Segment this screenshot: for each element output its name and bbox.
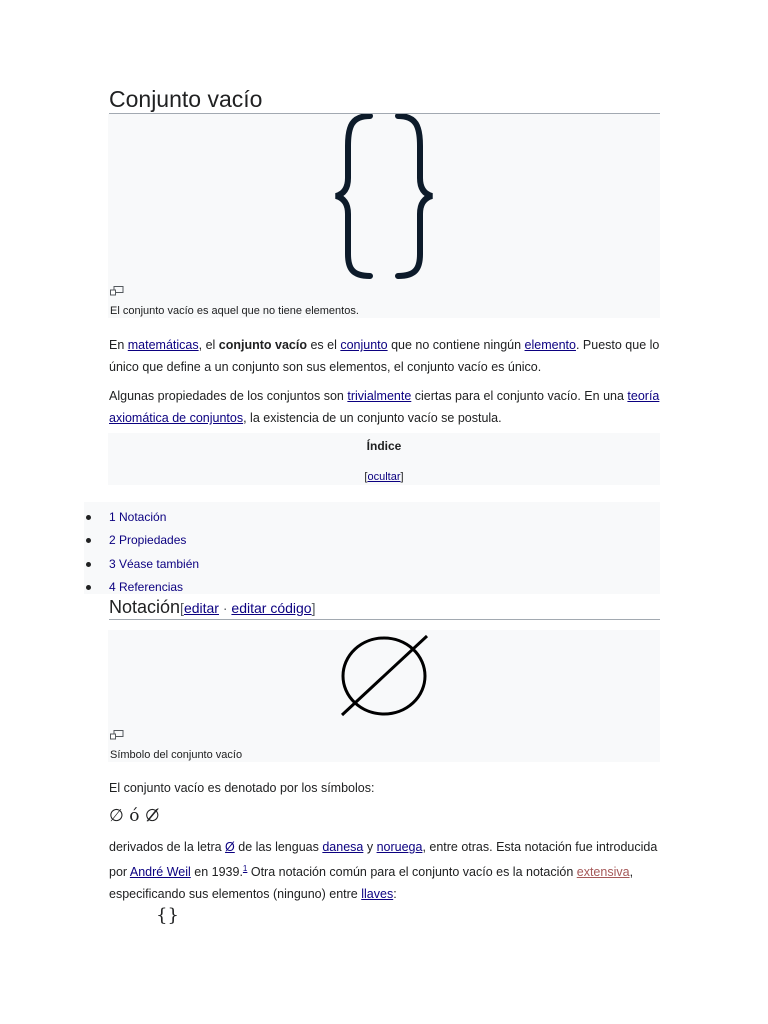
- enlarge-icon[interactable]: [110, 286, 124, 296]
- toc-item-referencias[interactable]: 4 Referencias: [109, 580, 184, 594]
- bold-term: conjunto vacío: [218, 338, 307, 352]
- link-extensiva[interactable]: extensiva: [576, 865, 630, 880]
- page-title: Conjunto vacío: [109, 84, 660, 114]
- intro-paragraph-2: Algunas propiedades de los conjuntos son trivialmente ciertas para el conjunto vacío. En una teoría axiomática de conjuntos, la existencia de un conjunto vacío se postula.: [109, 389, 660, 425]
- link-llaves[interactable]: llaves: [361, 887, 394, 902]
- section-title: Notación: [109, 597, 181, 617]
- link-elemento[interactable]: elemento: [524, 338, 576, 352]
- bullet-icon: [86, 538, 91, 543]
- link-conjunto[interactable]: conjunto: [340, 338, 388, 352]
- link-andre-weil[interactable]: André Weil: [129, 865, 191, 880]
- figure-caption: Símbolo del conjunto vacío: [110, 749, 243, 761]
- toc-item-propiedades[interactable]: 2 Propiedades: [109, 533, 187, 547]
- toc-item-vease-tambien[interactable]: 3 Véase también: [109, 557, 200, 571]
- reference-link[interactable]: 1: [242, 864, 248, 873]
- link-teoria-axiomatica[interactable]: teoría axiomática de conjuntos: [109, 389, 660, 425]
- bullet-icon: [86, 585, 91, 590]
- section-heading-notacion: [109, 596, 660, 620]
- link-noruega[interactable]: noruega: [376, 840, 423, 854]
- figure-empty-set-braces: [108, 114, 660, 318]
- braces-image[interactable]: [108, 114, 660, 318]
- figure-caption: El conjunto vacío es aquel que no tiene elementos.: [110, 305, 359, 317]
- enlarge-icon[interactable]: [110, 730, 124, 740]
- edit-code-link[interactable]: editar código: [231, 600, 312, 616]
- toc-item-notacion[interactable]: 1 Notación: [109, 510, 167, 524]
- notacion-paragraph-1: El conjunto vacío es denotado por los símbolos:: [109, 781, 375, 795]
- link-matematicas[interactable]: matemáticas: [127, 338, 199, 352]
- figure-empty-set-symbol: [108, 630, 660, 762]
- link-danesa[interactable]: danesa: [322, 840, 364, 854]
- notacion-paragraph-2: derivados de la letra Ø de las lenguas danesa y noruega, entre otras. Esta notación fue introducida por André Weil en 1939.$^1$ Otra notación común para el conjunto vacío es la notación extensiva, especificando sus elementos (ninguno) entre llaves:: [109, 840, 658, 902]
- toc-toggle: [ocultar]: [364, 471, 404, 483]
- edit-link[interactable]: editar: [183, 600, 219, 616]
- empty-set-symbols: ∅ ó ∅̸: [109, 806, 160, 826]
- table-of-contents: [108, 433, 660, 485]
- bullet-icon: [86, 515, 91, 520]
- intro-paragraph-1: En matemáticas, el conjunto vacío es el conjunto que no contiene ningún elemento. Puesto que lo único que define a un conjunto son sus elementos, el conjunto vacío es único.: [109, 338, 660, 374]
- link-letra-o[interactable]: Ø: [225, 840, 235, 854]
- edit-section-links: [editar · editar código]: [180, 600, 316, 616]
- link-trivialmente[interactable]: trivialmente: [347, 389, 412, 403]
- toc-title: Índice: [366, 439, 402, 453]
- empty-set-symbol-image[interactable]: [108, 630, 660, 762]
- empty-braces-formula: {}: [156, 905, 179, 926]
- toc-hide-link[interactable]: ocultar: [367, 471, 401, 483]
- bullet-icon: [86, 562, 91, 567]
